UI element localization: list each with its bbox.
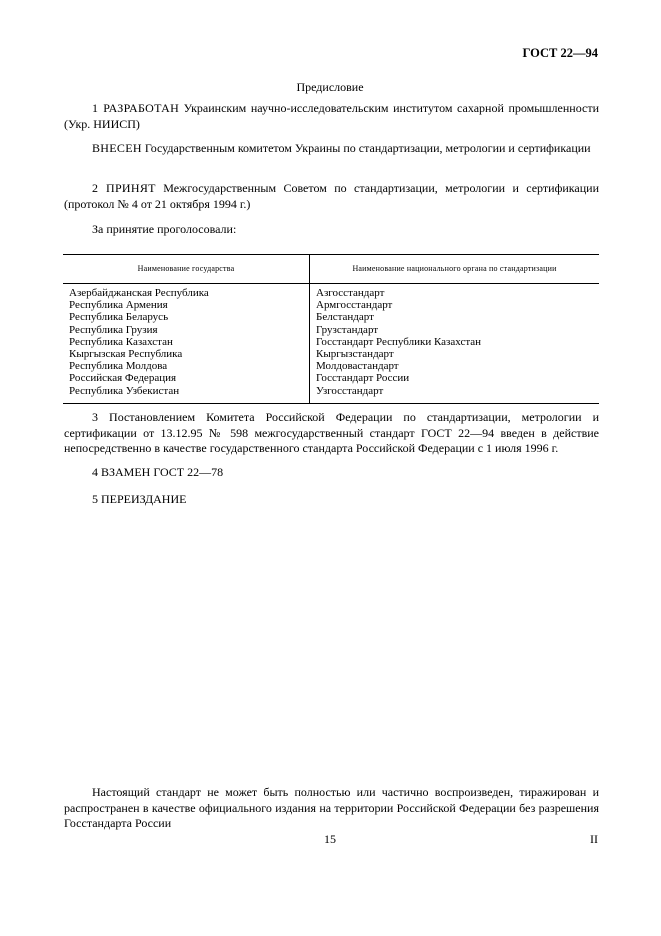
paragraph-developed (64, 101, 599, 132)
document-code: ГОСТ 22—94 (522, 46, 598, 60)
paragraph-enacted: 3 Постановлением Комитета Российской Федерации по стандартизации, метрологии и сертификации от 13.12.95 № 598 межгосударственный стандарт ГОСТ 22—94 введен в действие непосредственно в качестве государственного стандарта Российской Федерации с 1 июля 1996 г. (64, 410, 599, 455)
states-cell (63, 284, 310, 404)
paragraph-reissue: 5 ПЕРЕИЗДАНИЕ (92, 492, 187, 506)
page-number: 15 (324, 832, 336, 846)
table-row (63, 284, 599, 404)
standards-body-name: Белстандарт (316, 311, 374, 324)
state-name: Республика Узбекистан (69, 384, 180, 397)
standards-body-name: Азгосстандарт (316, 287, 385, 299)
paragraph-text: Государственным комитетом Украины по стандартизации, метрологии и сертификации (144, 141, 591, 155)
state-name: Республика Казахстан (69, 335, 173, 348)
column-header-state: Наименование государства (63, 255, 310, 284)
paragraph-replaces: 4 ВЗАМЕН ГОСТ 22—78 (92, 465, 224, 479)
copyright-notice: Настоящий стандарт не может быть полностью или частично воспроизведен, тиражирован и распространен в качестве официального издания на территории Российской Федерации без разрешения Госстандарта России (64, 785, 599, 830)
state-name: Азербайджанская Республика (69, 287, 209, 299)
paragraph-text: Украинским научно-исследовательским институтом сахарной промышленности (Укр. НИИСП) (64, 101, 600, 131)
bodies-cell (310, 284, 600, 404)
paragraph-lead: 2 ПРИНЯТ (92, 181, 156, 195)
column-header-body: Наименование национального органа по стандартизации (310, 255, 600, 284)
paragraph-lead: 1 РАЗРАБОТАН (92, 101, 180, 115)
state-name: Республика Армения (69, 299, 168, 312)
state-name: Республика Молдова (69, 360, 168, 373)
standards-body-name: Госстандарт России (316, 372, 410, 385)
standards-body-name: Грузстандарт (316, 323, 379, 336)
table-header-row (63, 255, 599, 284)
paragraph-adopted (64, 181, 599, 212)
standards-body-name: Кыргызстандарт (316, 348, 394, 361)
paragraph-text: Межгосударственным Советом по стандартизации, метрологии и сертификации (протокол № 4 от 21 октября 1994 г.) (64, 181, 600, 211)
standards-body-name: Узгосстандарт (316, 384, 384, 397)
standards-body-name: Армгосстандарт (316, 299, 393, 312)
paragraph-introduced (64, 141, 599, 157)
state-name: Кыргызская Республика (69, 348, 183, 361)
standards-body-name: Госстандарт Республики Казахстан (316, 335, 482, 348)
standards-body-name: Молдовастандарт (316, 360, 399, 373)
section-heading: Предисловие (296, 80, 364, 94)
paragraph-voted: За принятие проголосовали: (92, 222, 237, 236)
page-roman-numeral: II (590, 832, 598, 846)
state-name: Республика Грузия (69, 323, 158, 336)
voting-table (63, 254, 599, 404)
state-name: Российская Федерация (69, 372, 177, 385)
paragraph-lead: ВНЕСЕН (92, 141, 142, 155)
state-name: Республика Беларусь (69, 311, 169, 324)
